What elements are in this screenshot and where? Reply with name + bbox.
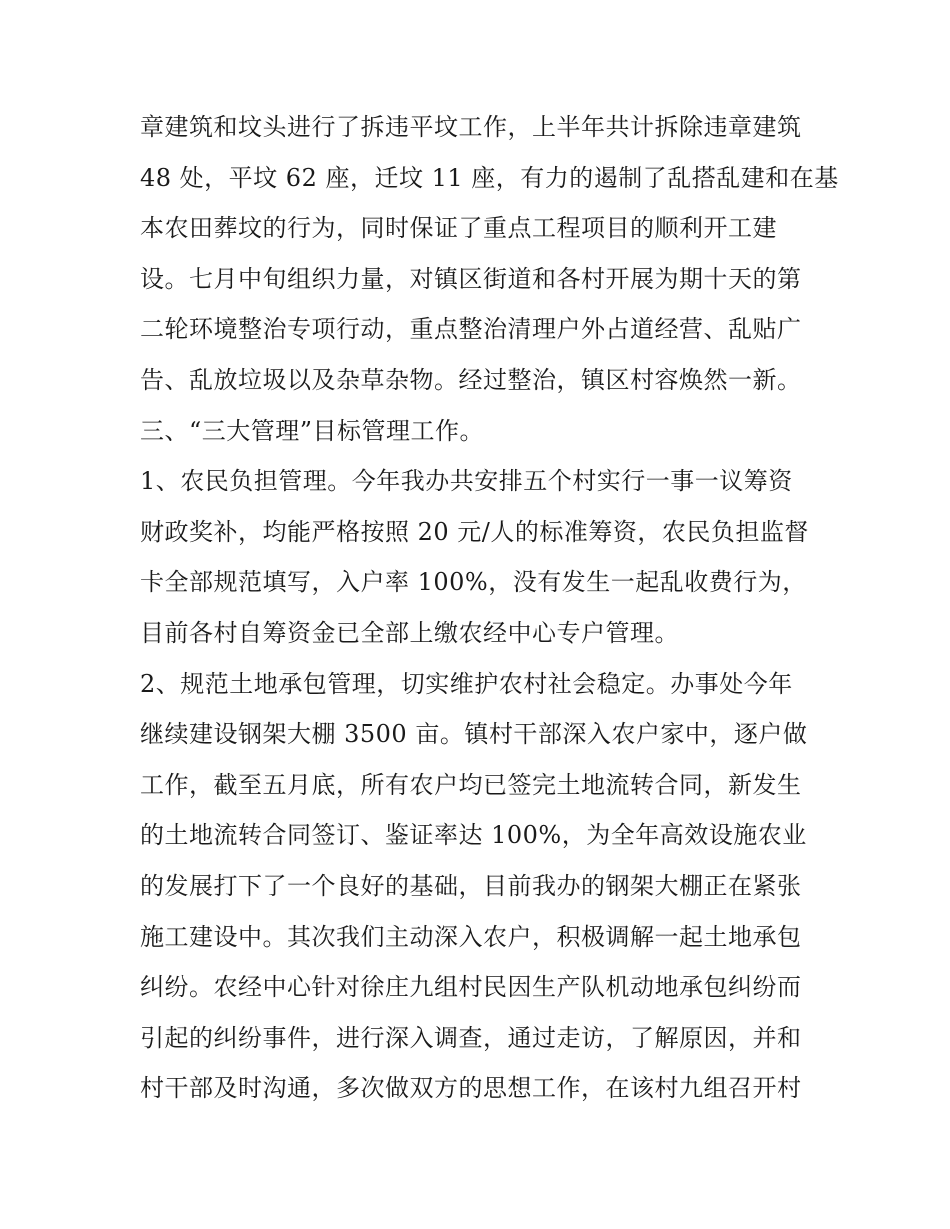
text-line: 章建筑和坟头进行了拆违平坟工作，上半年共计拆除违章建筑 [140, 113, 802, 141]
document-body [140, 102, 839, 1114]
text-line: 继续建设钢架大棚 3500 亩。镇村干部深入农户家中，逐户做 [140, 720, 808, 749]
text-line: 本农田葬坟的行为，同时保证了重点工程项目的顺利开工建 [140, 214, 777, 243]
text-line: 村干部及时沟通，多次做双方的思想工作，在该村九组召开村 [140, 1074, 802, 1103]
text-line: 的土地流转合同签订、鉴证率达 100%，为全年高效设施农业 [140, 821, 807, 850]
text-line: 目前各村自筹资金已全部上缴农经中心专户管理。 [140, 618, 679, 647]
text-line: 48 处，平坟 62 座，迁坟 11 座，有力的遏制了乱搭乱建和在基 [140, 163, 839, 192]
text-line: 2、规范土地承包管理，切实维护农村社会稳定。办事处今年 [140, 669, 793, 698]
text-line: 的发展打下了一个良好的基础，目前我办的钢架大棚正在紧张 [140, 871, 802, 900]
section-heading: 三、“三大管理”目标管理工作。 [140, 416, 485, 445]
text-line: 财政奖补，均能严格按照 20 元/人的标准筹资，农民负担监督 [140, 517, 809, 546]
text-line: 工作，截至五月底，所有农户均已签完土地流转合同，新发生 [140, 770, 802, 799]
text-line: 卡全部规范填写，入户率 100%，没有发生一起乱收费行为， [140, 568, 807, 597]
text-line: 引起的纠纷事件，进行深入调查，通过走访，了解原因，并和 [140, 1023, 802, 1052]
text-line: 二轮环境整治专项行动，重点整治清理户外占道经营、乱贴广 [140, 315, 802, 344]
text-line: 1、农民负担管理。今年我办共安排五个村实行一事一议筹资 [140, 467, 793, 496]
text-line: 告、乱放垃圾以及杂草杂物。经过整治，镇区村容焕然一新。 [140, 365, 802, 394]
text-line: 施工建设中。其次我们主动深入农户，积极调解一起土地承包 [140, 922, 802, 951]
text-line: 纠纷。农经中心针对徐庄九组村民因生产队机动地承包纠纷而 [140, 973, 802, 1002]
text-line: 设。七月中旬组织力量，对镇区街道和各村开展为期十天的第 [140, 264, 802, 293]
